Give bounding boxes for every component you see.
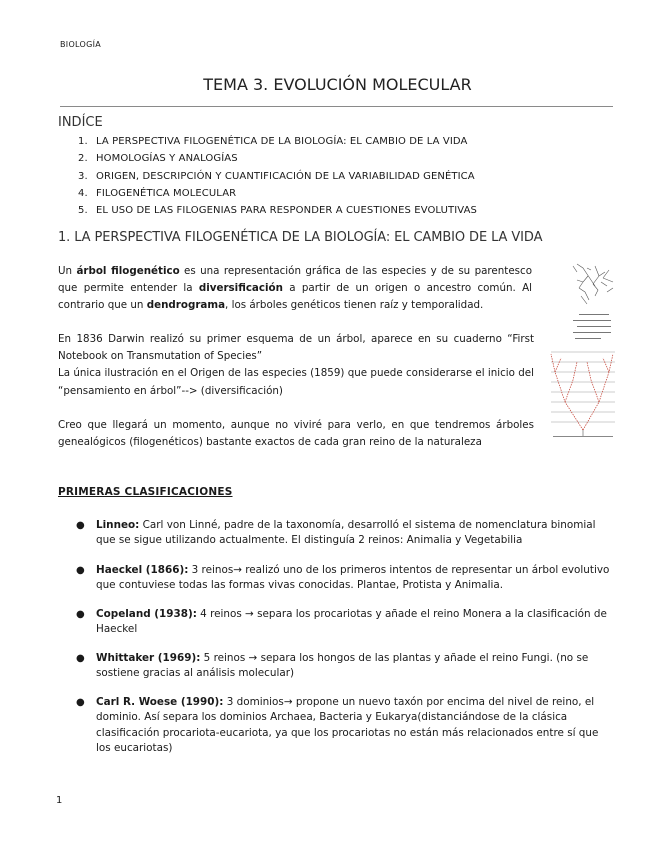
page-number: 1 — [56, 795, 63, 806]
index-title: INDÍCE — [58, 115, 103, 130]
text-span: Carl von Linné, padre de la taxonomía, desarrolló el sistema de nomenclatura binomial que se sigue utilizando actualmente. El distinguía 2 reinos: Animalia y Vegetabilia — [96, 519, 596, 547]
index-item-number: 1. — [78, 136, 88, 147]
index-item-text: FILOGENÉTICA MOLECULAR — [96, 187, 237, 199]
bold-term: Copeland (1938): — [96, 608, 197, 620]
document-header: BIOLOGÍA — [60, 40, 102, 49]
text-span: a partir de un origen o ancestro común. Al contrario que un — [58, 282, 532, 312]
text-span: 3 reinos→ realizó uno de los primeros intentos de representar un árbol evolutivo que contuviese todas las formas vivas conocidas. Plantae, Protista y Animalia. — [96, 564, 610, 592]
classification-item — [76, 607, 616, 638]
bold-term: árbol filogenético — [76, 265, 180, 277]
index-list — [78, 133, 477, 219]
darwin-paragraph — [58, 331, 534, 400]
bullet-icon: ● — [76, 653, 85, 664]
index-item-text: ORIGEN, DESCRIPCIÓN Y CUANTIFICACIÓN DE LA VARIABILIDAD GENÉTICA — [96, 170, 475, 182]
title-divider — [60, 106, 613, 107]
classification-item — [76, 695, 616, 757]
phylogenetic-tree-paragraph — [58, 263, 532, 315]
index-item-text: LA PERSPECTIVA FILOGENÉTICA DE LA BIOLOGÍA: EL CAMBIO DE LA VIDA — [96, 136, 468, 147]
text-span: La única ilustración en el Origen de las especies (1859) que puede considerarse el inicio del “pensamiento en árbol”--> (diversificación) — [58, 367, 534, 397]
index-item[interactable] — [78, 133, 477, 150]
index-item[interactable] — [78, 150, 477, 167]
classifications-heading: PRIMERAS CLASIFICACIONES — [58, 486, 233, 498]
index-item-text: HOMOLOGÍAS Y ANALOGÍAS — [96, 153, 238, 165]
text-span: Un — [58, 265, 77, 277]
section-heading: 1. LA PERSPECTIVA FILOGENÉTICA DE LA BIOLOGÍA: EL CAMBIO DE LA VIDA — [58, 230, 543, 245]
index-item[interactable] — [78, 168, 477, 185]
text-span: En 1836 Darwin realizó su primer esquema de un árbol, aparece en su cuaderno “First Notebook on Transmutation of Species” — [58, 333, 534, 363]
darwin-quote-paragraph: Creo que llegará un momento, aunque no viviré para verlo, en que tendremos árboles genealógicos (filogenéticos) bastante exactos de cada gran reino de la naturaleza — [58, 419, 534, 449]
text-span: , los árboles genéticos tienen raíz y temporalidad. — [225, 299, 484, 312]
bullet-icon: ● — [76, 520, 85, 531]
bullet-icon: ● — [76, 565, 85, 576]
document-title: TEMA 3. EVOLUCIÓN MOLECULAR — [203, 75, 472, 94]
classification-item — [76, 518, 616, 549]
bold-term: Carl R. Woese (1990): — [96, 696, 224, 708]
classification-item — [76, 651, 616, 682]
bold-term: Haeckel (1866): — [96, 564, 189, 576]
classification-item — [76, 563, 616, 594]
bullet-icon: ● — [76, 609, 85, 620]
index-item-number: 4. — [78, 187, 88, 199]
bold-term: dendrograma — [146, 299, 226, 312]
index-item[interactable] — [78, 202, 477, 219]
bullet-icon: ● — [76, 697, 85, 708]
text-span: es una representación gráfica de las especies y de su parentesco que permite entender la — [58, 265, 532, 295]
text-span: 4 reinos → separa los procariotas y añade el reino Monera a la clasificación de Haeckel — [96, 608, 607, 636]
text-span: 3 dominios→ propone un nuevo taxón por encima del nivel de reino, el dominio. Así separa los dominios Archaea, Bacteria y Eukarya(distanciándose de la clásica clasificación procariota-eucariota, ya que los procariotas no están más relacionados entre sí que los eucariotas) — [96, 696, 599, 755]
darwin-tree-sketch-image — [543, 262, 617, 440]
index-item-text: EL USO DE LAS FILOGENIAS PARA RESPONDER A CUESTIONES EVOLUTIVAS — [96, 205, 477, 217]
index-item-number: 5. — [78, 205, 88, 217]
bold-term: Linneo: — [96, 519, 140, 531]
index-item[interactable] — [78, 185, 477, 202]
index-item-number: 2. — [78, 153, 88, 165]
bold-term: Whittaker (1969): — [96, 652, 201, 664]
bold-term: diversificación — [198, 282, 283, 295]
index-item-number: 3. — [78, 170, 88, 182]
text-span: 5 reinos → separa los hongos de las plantas y añade el reino Fungi. (no se sostiene gracias al análisis molecular) — [96, 652, 589, 680]
